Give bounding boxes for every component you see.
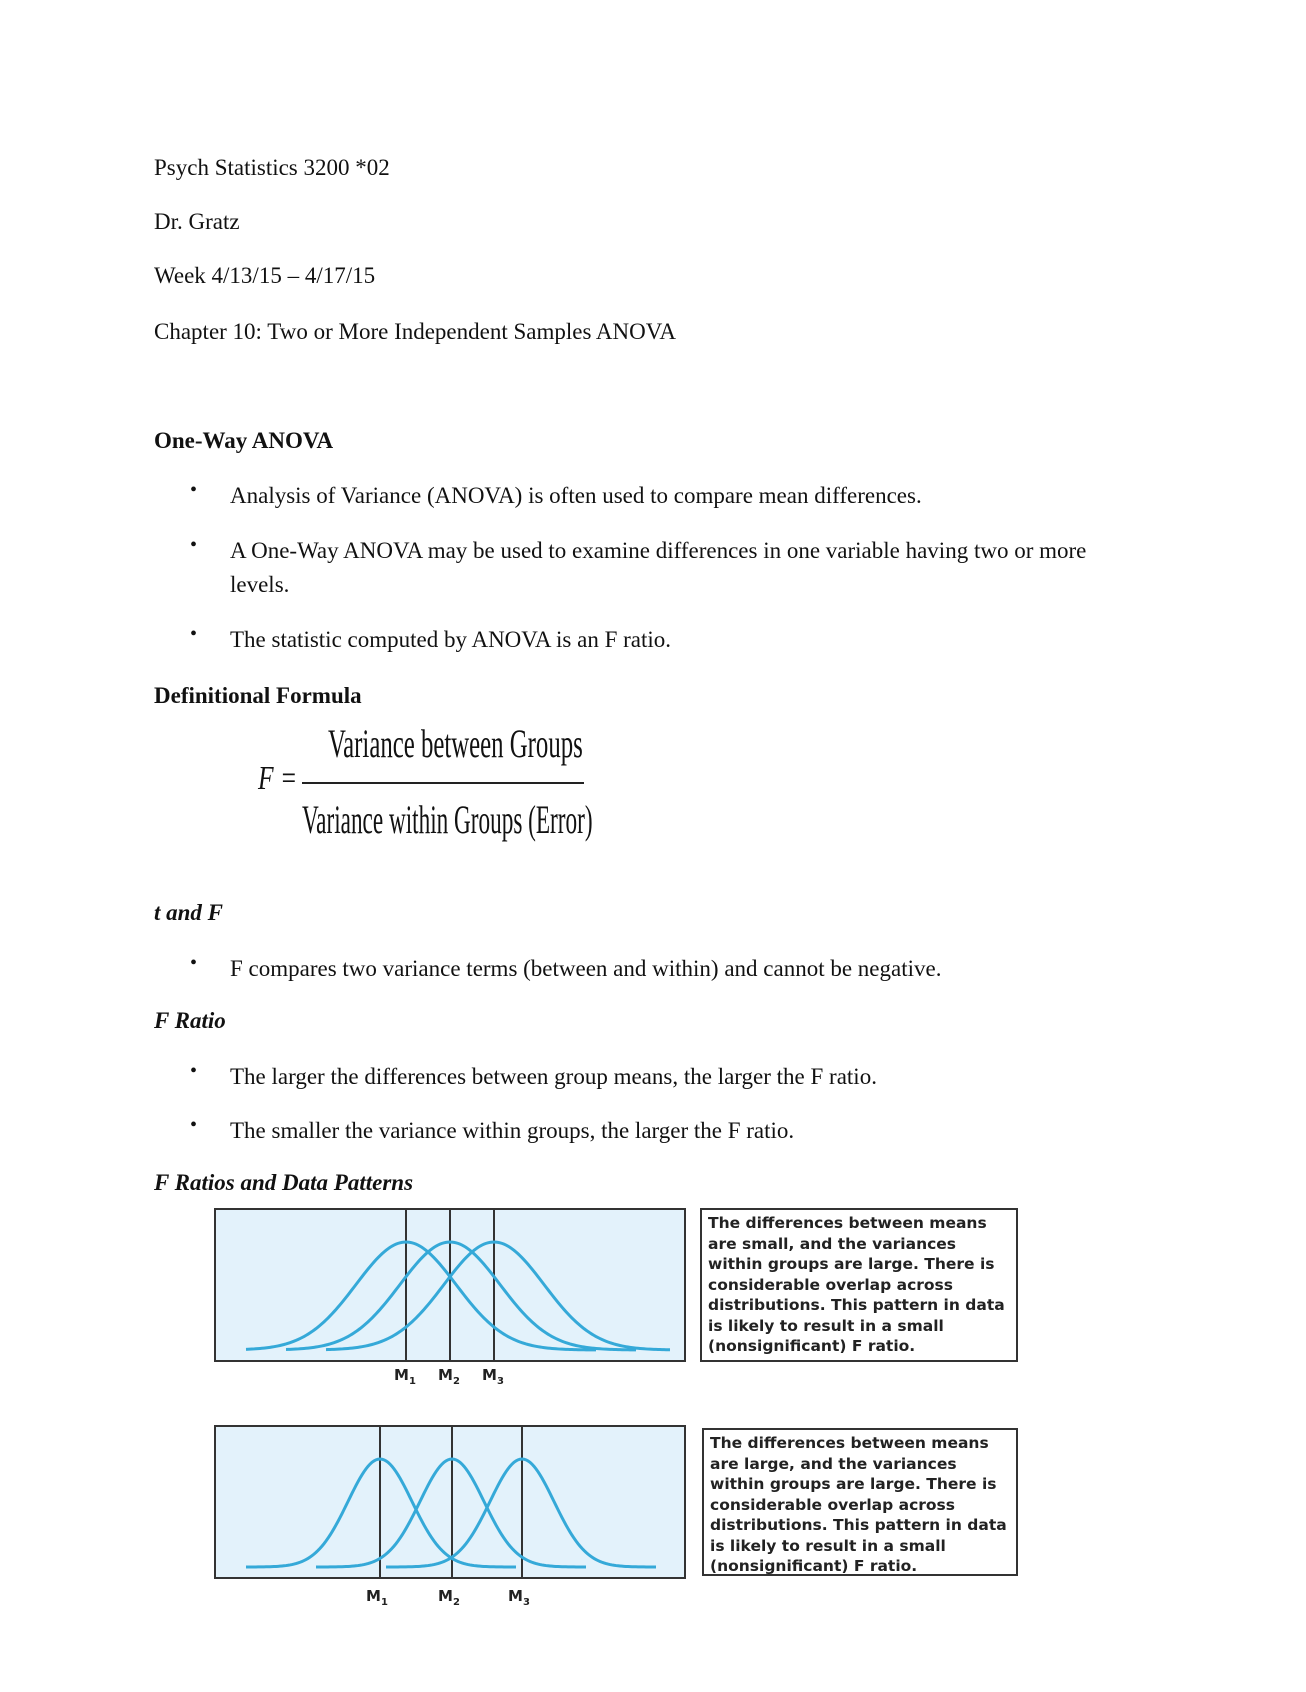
figure-caption-2: The differences between means are large, and the variances within groups are large. There is considerable overlap across distributions. This pattern in data is likely to result in a small (nonsignificant) F ratio. [702,1428,1018,1576]
heading-f-ratio: F Ratio [154,1008,226,1033]
figure-caption-1: The differences between means are small, and the variances within groups are large. There is considerable overlap across distributions. This pattern in data is likely to result in a small (nonsignificant) F ratio. [700,1208,1018,1362]
distribution-plot-large-differences [214,1425,686,1579]
distribution-svg [216,1210,684,1360]
course-title: Psych Statistics 3200 *02 [154,155,390,180]
mean-label-2: $M_2$ [438,1366,460,1387]
distribution-curve-2 [286,1242,636,1350]
bullet-text: A One-Way ANOVA may be used to examine differences in one variable having two or more levels. [230,538,1087,597]
f-formula [258,720,598,860]
bullet-text: The smaller the variance within groups, the larger the F ratio. [230,1118,795,1143]
bullet-icon: • [190,1114,198,1136]
bullet-text [230,623,1150,657]
heading-t-and-f: t and F [154,900,224,925]
heading-f-ratios-data-patterns: F Ratios and Data Patterns [154,1170,414,1195]
mean-label-1: $M_1$ [394,1366,416,1387]
mean-label-1: $M_1$ [366,1587,388,1608]
distribution-plot-small-differences [214,1208,686,1362]
formula-denominator: Variance within Groups (Error) [302,797,593,842]
mean-label-2: $M_2$ [438,1587,460,1608]
formula-lhs: F = [258,760,298,797]
bullet-icon: • [190,534,198,556]
bullet-text: Analysis of Variance (ANOVA) is often used to compare mean differences. [230,483,922,508]
fraction-bar [302,782,584,784]
week-range: Week 4/13/15 – 4/17/15 [154,263,376,288]
instructor: Dr. Gratz [154,209,240,234]
f-ratio-sentence: The statistic computed by ANOVA is an F ratio. [230,627,672,652]
chapter-title: Chapter 10: Two or More Independent Samples ANOVA [154,319,676,344]
heading-definitional-formula: Definitional Formula [154,683,362,708]
heading-one-way-anova: One-Way ANOVA [154,428,334,453]
bullet-icon: • [190,479,198,501]
bullet-text: The larger the differences between group means, the larger the F ratio. [230,1064,877,1089]
distribution-svg [216,1427,684,1577]
bullet-text: F compares two variance terms (between and within) and cannot be negative. [230,956,942,981]
mean-label-3: $M_3$ [508,1587,530,1608]
mean-label-3: $M_3$ [482,1366,504,1387]
bullet-icon: • [190,952,198,974]
bullet-icon: • [190,1060,198,1082]
bullet-icon: • [190,623,198,645]
formula-numerator: Variance between Groups [328,721,583,766]
